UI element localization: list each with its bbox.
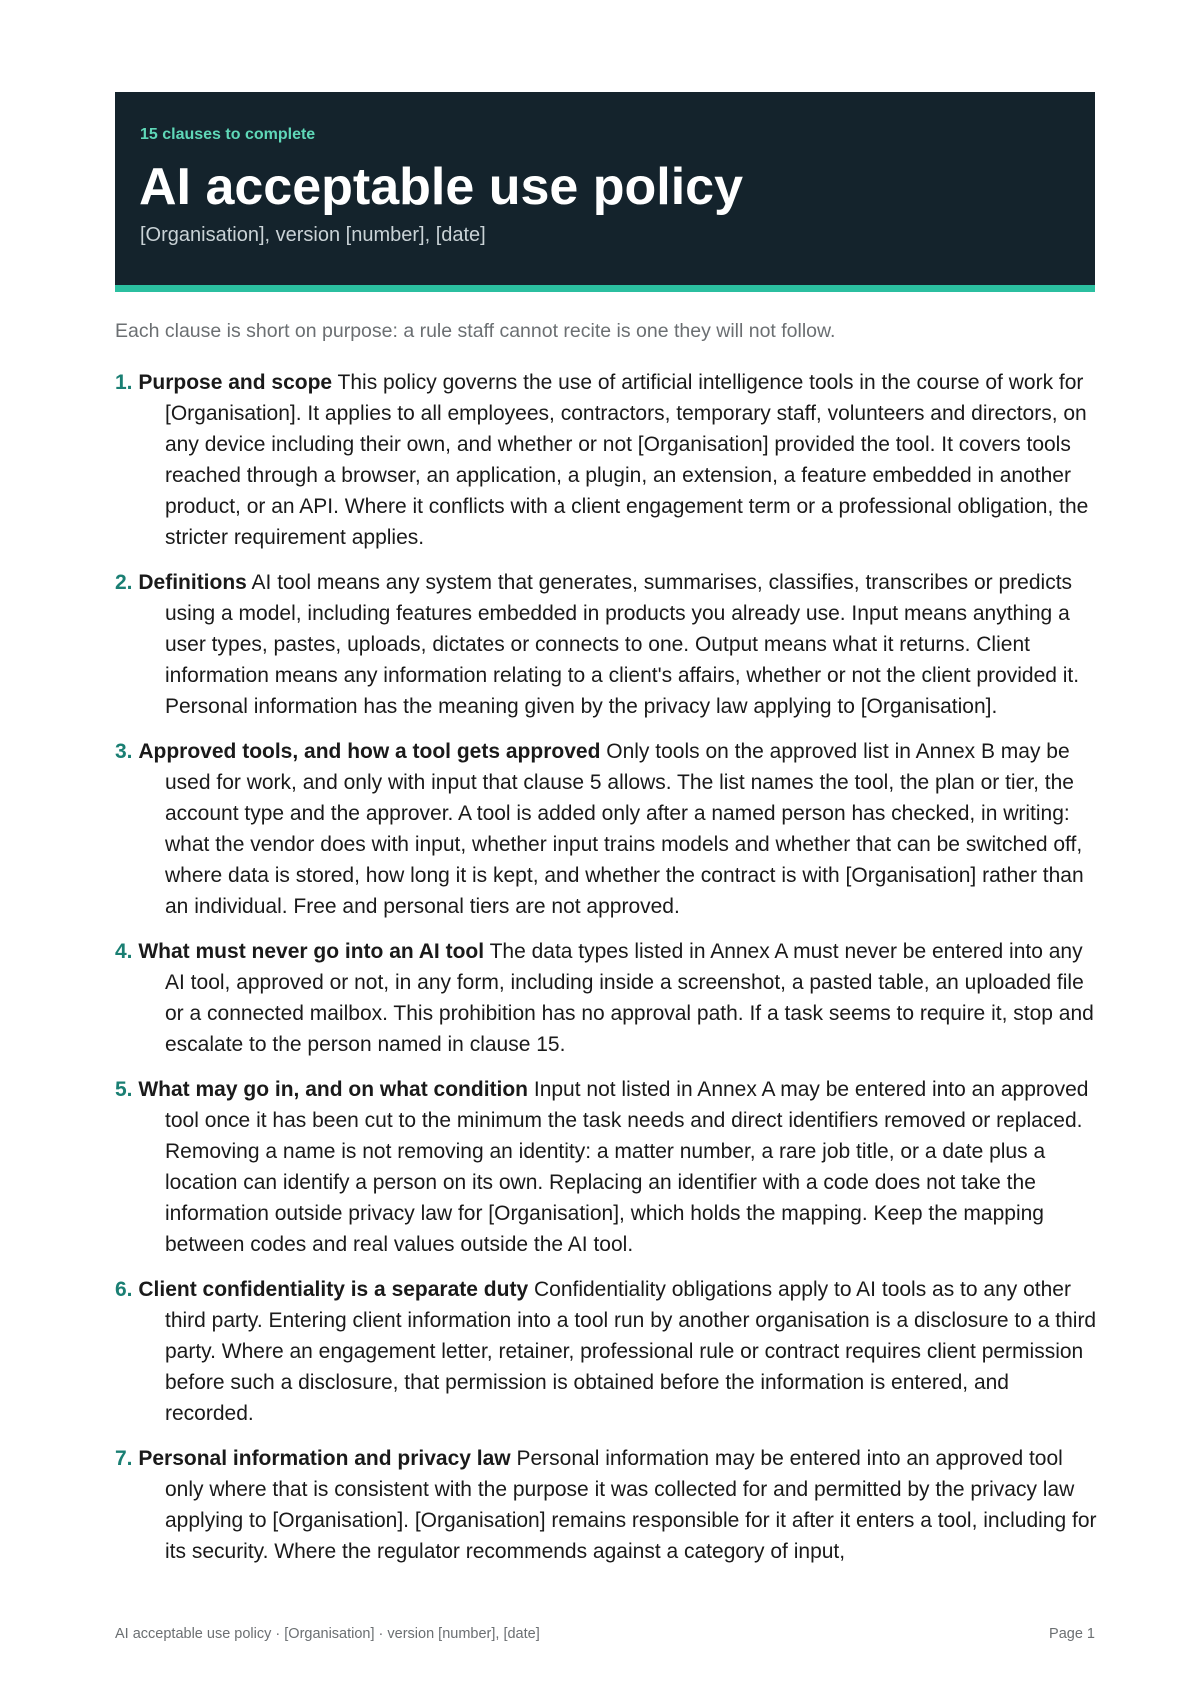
page-title: AI acceptable use policy [139,158,744,216]
clause-body: Confidentiality obligations apply to AI tools as to any other third party. Entering client information into a tool run by another organisation is a disclosure to a third party. Where an engagement letter, retainer, professional rule or contract requires client permission before such a disclosure, that permission is obtained before the information is entered, and recorded. [165,1278,1097,1425]
clause-heading: Approved tools, and how a tool gets approved [138,740,601,763]
page-footer [115,1626,1095,1642]
policy-header [115,92,1095,292]
clause-number: 6. [115,1278,133,1301]
clause-item [115,1274,1100,1429]
clause-item [115,936,1100,1060]
clause-heading: Personal information and privacy law [138,1447,511,1470]
clause-count-label: 15 clauses to complete [140,126,316,143]
clause-number: 5. [115,1078,133,1101]
clause-heading: Definitions [138,571,247,594]
clause-body: The data types listed in Annex A must never be entered into any AI tool, approved or not, in any form, including inside a screenshot, a pasted table, an uploaded file or a connected mailbox. This prohibition has no approval path. If a task seems to require it, stop and escalate to the person named in clause 15. [165,940,1094,1056]
clause-body: Only tools on the approved list in Annex B may be used for work, and only with input that clause 5 allows. The list names the tool, the plan or tier, the account type and the approver. A tool is added only after a named person has checked, in writing: what the vendor does with input, whether input trains models and whether that can be switched off, where data is stored, how long it is kept, and whether the contract is with [Organisation] rather than an individual. Free and personal tiers are not approved. [165,740,1084,918]
clause-number: 3. [115,740,133,763]
clause-heading: Client confidentiality is a separate duty [138,1278,529,1301]
document-subtitle: [Organisation], version [number], [date] [140,224,486,246]
clause-list [115,367,1100,1581]
clause-number: 2. [115,571,133,594]
clause-item [115,736,1100,922]
intro-text: Each clause is short on purpose: a rule staff cannot recite is one they will not follow. [115,320,836,342]
clause-item [115,567,1100,722]
clause-number: 1. [115,371,133,394]
clause-body: This policy governs the use of artificial intelligence tools in the course of work for [Organisation]. It applies to all employees, contractors, temporary staff, volunteers and directors, on any device including their own, and whether or not [Organisation] provided the tool. It covers tools reached through a browser, an application, a plugin, an extension, a feature embedded in another product, or an API. Where it conflicts with a client engagement term or a professional obligation, the stricter requirement applies. [165,371,1089,549]
clause-item [115,1443,1100,1567]
page-number: Page 1 [1049,1626,1095,1642]
clause-number: 7. [115,1447,133,1470]
clause-item [115,1074,1100,1260]
clause-body: AI tool means any system that generates, summarises, classifies, transcribes or predicts using a model, including features embedded in products you already use. Input means anything a user types, pastes, uploads, dictates or connects to one. Output means what it returns. Client information means any information relating to a client's affairs, whether or not the client provided it. Personal information has the meaning given by the privacy law applying to [Organisation]. [165,571,1080,718]
clause-heading: Purpose and scope [138,371,333,394]
clause-body: Personal information may be entered into an approved tool only where that is consistent with the purpose it was collected for and permitted by the privacy law applying to [Organisation]. [Organisation] remains responsible for it after it enters a tool, including for its security. Where the regulator recommends against a category of input, [165,1447,1097,1563]
clause-number: 4. [115,940,133,963]
clause-item [115,367,1100,553]
clause-heading: What must never go into an AI tool [138,940,485,963]
footer-document-info: AI acceptable use policy · [Organisation] · version [number], [date] [115,1626,540,1642]
clause-heading: What may go in, and on what condition [138,1078,529,1101]
clause-body: Input not listed in Annex A may be entered into an approved tool once it has been cut to the minimum the task needs and direct identifiers removed or replaced. Removing a name is not removing an identity: a matter number, a rare job title, or a date plus a location can identify a person on its own. Replacing an identifier with a code does not take the information outside privacy law for [Organisation], which holds the mapping. Keep the mapping between codes and real values outside the AI tool. [165,1078,1089,1256]
